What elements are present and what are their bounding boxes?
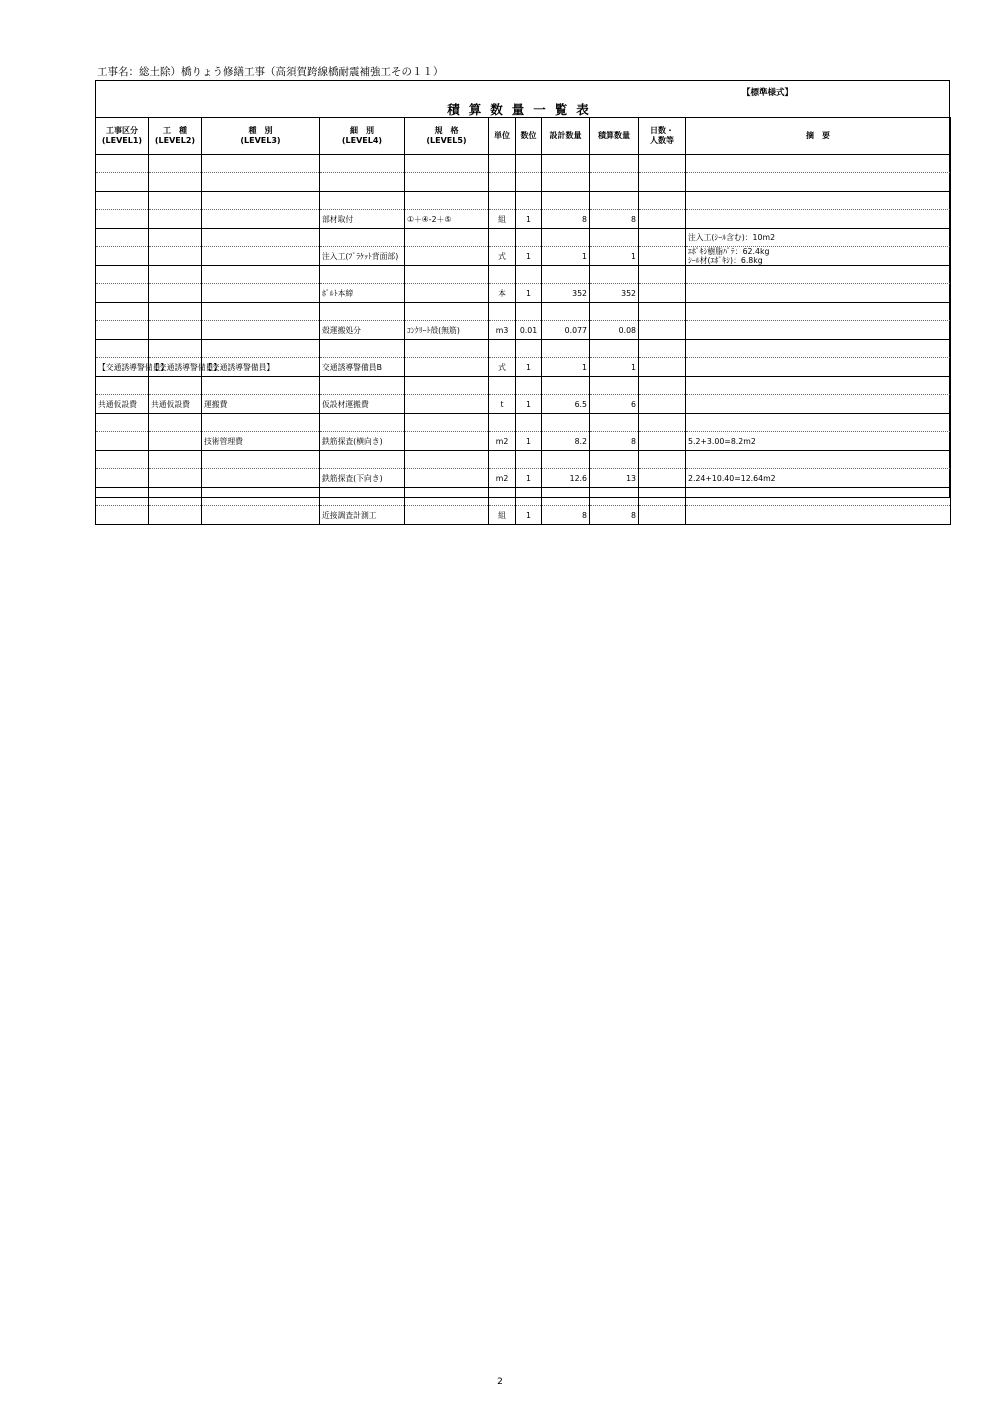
cell-level4: 鉄筋探査(横向き) xyxy=(320,432,405,451)
cell-level3 xyxy=(202,210,320,229)
cell-days xyxy=(639,506,686,525)
cell-remarks: ｴﾎﾟｷｼ樹脂ﾊﾟﾃ：62.4kg ｼｰﾙ材(ｴﾎﾟｷｼ)：6.8kg xyxy=(686,247,951,266)
cell-unit: 組 xyxy=(489,210,516,229)
cell-level2 xyxy=(149,469,202,488)
cell-level3 xyxy=(202,321,320,340)
cell-design-qty: 6.5 xyxy=(542,395,590,414)
cell-unit: m3 xyxy=(489,321,516,340)
cell-remarks xyxy=(686,358,951,377)
table-row xyxy=(96,358,951,377)
cell-level3 xyxy=(202,247,320,266)
cell-days xyxy=(639,321,686,340)
cell-est-qty: 13 xyxy=(590,469,639,488)
cell-digits xyxy=(516,173,542,192)
cell-digits: 1 xyxy=(516,395,542,414)
cell-design-qty: 8 xyxy=(542,210,590,229)
cell-level5 xyxy=(405,395,489,414)
cell-digits: 1 xyxy=(516,247,542,266)
cell-days xyxy=(639,432,686,451)
table-row xyxy=(96,432,951,451)
cell-remarks: 2.24+10.40=12.64m2 xyxy=(686,469,951,488)
cell-level2 xyxy=(149,506,202,525)
table-row-top xyxy=(96,488,951,506)
cell-level3 xyxy=(202,469,320,488)
table-row xyxy=(96,247,951,266)
table-row xyxy=(96,321,951,340)
cell-level5 xyxy=(405,284,489,303)
cell-est-qty: 6 xyxy=(590,395,639,414)
cell-level1 xyxy=(96,506,149,525)
table-row-top xyxy=(96,192,951,210)
table-title: 積算数量一覧表 xyxy=(447,102,598,117)
header-remarks: 摘 要 xyxy=(686,118,951,155)
header-days: 日数・ 人数等 xyxy=(639,118,686,155)
cell-level2 xyxy=(149,284,202,303)
cell-level1 xyxy=(96,469,149,488)
cell-level2 xyxy=(149,247,202,266)
cell-days xyxy=(639,395,686,414)
cell-digits: 1 xyxy=(516,284,542,303)
cell-design-qty: 0.077 xyxy=(542,321,590,340)
cell-days xyxy=(639,284,686,303)
cell-level4: 注入工(ﾌﾞﾗｹｯﾄ背面部) xyxy=(320,247,405,266)
cell-level5 xyxy=(405,506,489,525)
cell-level2: 【交通誘導警備員】 xyxy=(149,358,202,377)
header-row xyxy=(96,118,951,155)
cell-remarks xyxy=(686,173,951,192)
cell-unit: 本 xyxy=(489,284,516,303)
cell-remarks: 5.2+3.00=8.2m2 xyxy=(686,432,951,451)
cell-level5 xyxy=(405,247,489,266)
quantity-table xyxy=(95,117,951,525)
table-row-top xyxy=(96,303,951,321)
cell-design-qty xyxy=(542,173,590,192)
cell-level3: 技術管理費 xyxy=(202,432,320,451)
cell-level4: 仮設材運搬費 xyxy=(320,395,405,414)
cell-unit xyxy=(489,173,516,192)
table-row-top xyxy=(96,266,951,284)
cell-days xyxy=(639,210,686,229)
cell-level3 xyxy=(202,506,320,525)
table-row-top xyxy=(96,229,951,247)
table-row xyxy=(96,395,951,414)
cell-level2 xyxy=(149,210,202,229)
cell-digits: 0.01 xyxy=(516,321,542,340)
cell-level3 xyxy=(202,284,320,303)
cell-est-qty xyxy=(590,173,639,192)
cell-level2 xyxy=(149,173,202,192)
table-row-top xyxy=(96,451,951,469)
cell-level4: 殻運搬処分 xyxy=(320,321,405,340)
page-number: 2 xyxy=(497,1377,503,1387)
cell-days xyxy=(639,247,686,266)
table-row xyxy=(96,210,951,229)
cell-level4: ﾎﾞﾙﾄ本締 xyxy=(320,284,405,303)
cell-remarks xyxy=(686,506,951,525)
cell-level4 xyxy=(320,173,405,192)
cell-digits: 1 xyxy=(516,506,542,525)
cell-est-qty: 8 xyxy=(590,210,639,229)
cell-est-qty: 0.08 xyxy=(590,321,639,340)
cell-level1 xyxy=(96,321,149,340)
cell-design-qty: 1 xyxy=(542,247,590,266)
cell-level1: 【交通誘導警備員】 xyxy=(96,358,149,377)
cell-level2: 共通仮設費 xyxy=(149,395,202,414)
cell-est-qty: 1 xyxy=(590,358,639,377)
cell-level1: 共通仮設費 xyxy=(96,395,149,414)
cell-level5: ①＋④-2＋⑤ xyxy=(405,210,489,229)
header-level1: 工事区分 (LEVEL1) xyxy=(96,118,149,155)
cell-est-qty: 8 xyxy=(590,432,639,451)
cell-unit: 式 xyxy=(489,247,516,266)
table-row-top xyxy=(96,377,951,395)
cell-days xyxy=(639,358,686,377)
cell-level2 xyxy=(149,432,202,451)
cell-unit: 式 xyxy=(489,358,516,377)
cell-unit: m2 xyxy=(489,469,516,488)
cell-est-qty: 1 xyxy=(590,247,639,266)
cell-remarks-top: 注入工(ｼｰﾙ含む)：10m2 xyxy=(686,229,951,247)
cell-est-qty: 8 xyxy=(590,506,639,525)
cell-remarks xyxy=(686,321,951,340)
table-row xyxy=(96,506,951,525)
header-est-qty: 積算数量 xyxy=(590,118,639,155)
header-design-qty: 設計数量 xyxy=(542,118,590,155)
header-level4: 細 別 (LEVEL4) xyxy=(320,118,405,155)
header-level5: 規 格 (LEVEL5) xyxy=(405,118,489,155)
cell-unit: m2 xyxy=(489,432,516,451)
table-row-top xyxy=(96,414,951,432)
cell-digits: 1 xyxy=(516,210,542,229)
cell-est-qty: 352 xyxy=(590,284,639,303)
cell-level4: 交通誘導警備員B xyxy=(320,358,405,377)
cell-level3 xyxy=(202,173,320,192)
table-row-top xyxy=(96,340,951,358)
cell-level1 xyxy=(96,247,149,266)
cell-level1 xyxy=(96,173,149,192)
cell-design-qty: 8 xyxy=(542,506,590,525)
cell-level4: 鉄筋探査(下向き) xyxy=(320,469,405,488)
cell-level5 xyxy=(405,432,489,451)
cell-days xyxy=(639,173,686,192)
cell-level5 xyxy=(405,358,489,377)
cell-design-qty: 352 xyxy=(542,284,590,303)
table-row xyxy=(96,469,951,488)
table-row-top xyxy=(96,155,951,173)
cell-unit: 組 xyxy=(489,506,516,525)
cell-unit: t xyxy=(489,395,516,414)
cell-level1 xyxy=(96,210,149,229)
cell-design-qty: 8.2 xyxy=(542,432,590,451)
cell-remarks xyxy=(686,210,951,229)
cell-remarks xyxy=(686,395,951,414)
cell-digits: 1 xyxy=(516,469,542,488)
cell-level4: 近接調査計測工 xyxy=(320,506,405,525)
table-row xyxy=(96,173,951,192)
cell-days xyxy=(639,469,686,488)
project-name: 工事名：総土除）橋りょう修繕工事（高須賀跨線橋耐震補強工その１１） xyxy=(97,66,444,78)
table-row xyxy=(96,284,951,303)
header-level2: 工 種 (LEVEL2) xyxy=(149,118,202,155)
cell-level3: 【交通誘導警備員】 xyxy=(202,358,320,377)
cell-level4: 部材取付 xyxy=(320,210,405,229)
cell-design-qty: 12.6 xyxy=(542,469,590,488)
cell-level1 xyxy=(96,432,149,451)
cell-level2 xyxy=(149,321,202,340)
cell-digits: 1 xyxy=(516,432,542,451)
header-digits: 数位 xyxy=(516,118,542,155)
cell-level5 xyxy=(405,469,489,488)
cell-design-qty: 1 xyxy=(542,358,590,377)
header-unit: 単位 xyxy=(489,118,516,155)
cell-digits: 1 xyxy=(516,358,542,377)
standard-format-label: 【標準様式】 xyxy=(742,88,794,98)
cell-level1 xyxy=(96,284,149,303)
cell-remarks xyxy=(686,284,951,303)
cell-level3: 運搬費 xyxy=(202,395,320,414)
cell-level5 xyxy=(405,173,489,192)
cell-level5: ｺﾝｸﾘｰﾄ殻(無筋) xyxy=(405,321,489,340)
header-level3: 種 別 (LEVEL3) xyxy=(202,118,320,155)
